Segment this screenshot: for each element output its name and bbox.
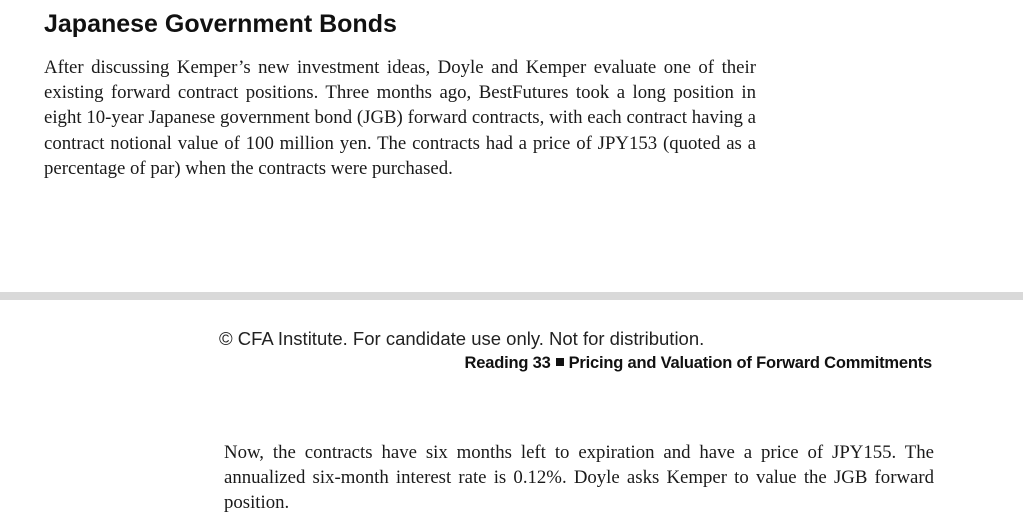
page-divider <box>0 292 1023 300</box>
reading-number: Reading 33 <box>464 354 551 372</box>
copyright-notice: © CFA Institute. For candidate use only. Not for distribution. <box>219 328 705 349</box>
section-heading: Japanese Government Bonds <box>44 10 397 38</box>
body-paragraph-top: After discussing Kemper’s new investment ideas, Doyle and Kemper evaluate one of their existing forward contract positions. Three months ago, BestFutures took a long position in eight 10-year Japanese government bond (JGB) forward contracts, with each contract having a contract notional value of 100 million yen. The contracts had a price of JPY153 (quoted as a percentage of par) when the contracts were purchased. <box>44 57 756 179</box>
body-paragraph-bottom: Now, the contracts have six months left to expiration and have a price of JPY155. The annualized six-month interest rate is 0.12%. Doyle asks Kemper to value the JGB forward position. <box>224 442 934 514</box>
square-separator-icon <box>556 358 564 366</box>
running-header <box>465 354 932 373</box>
reading-title: Pricing and Valuation of Forward Commitments <box>568 354 932 372</box>
